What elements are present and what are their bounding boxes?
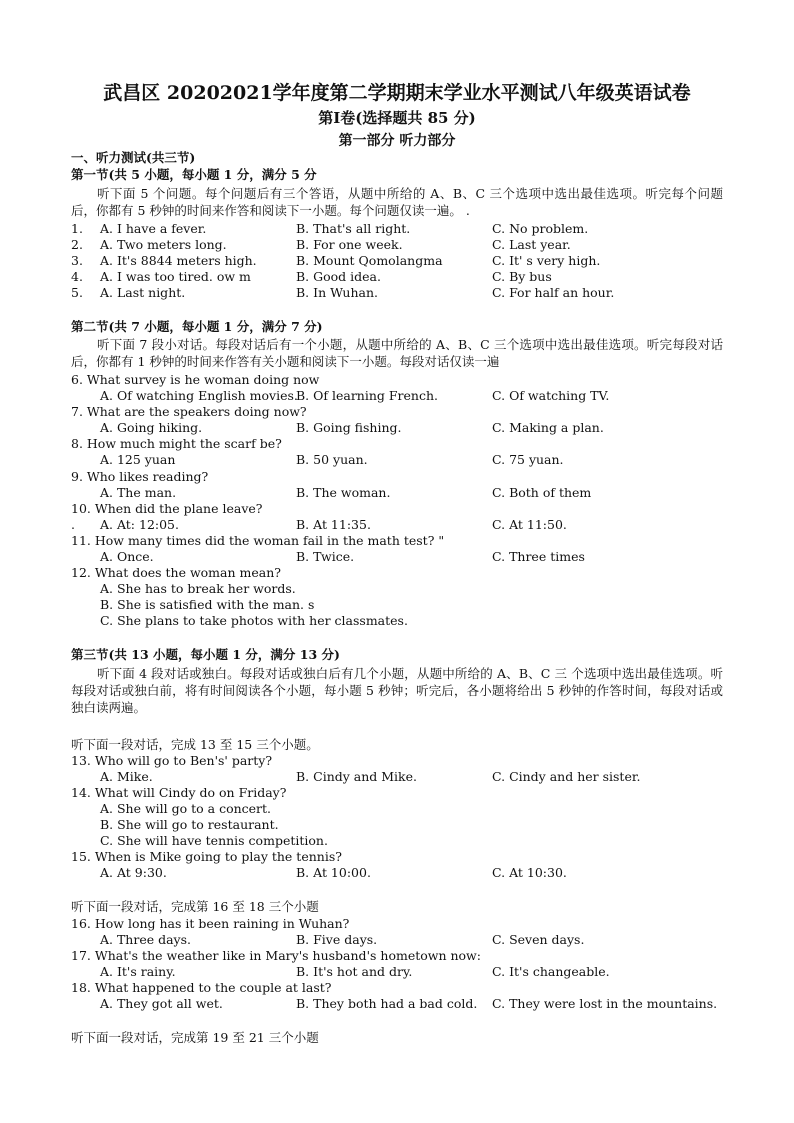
option-c: C. For half an hour. <box>492 285 615 300</box>
option-c: C. Three times <box>492 549 585 564</box>
question-stem: 12. What does the woman mean? <box>71 565 281 580</box>
subsection-3-instructions: 听下面 4 段对话或独白。每段对话或独白后有几个小题，从题中所给的 A、B、C 三 个选项中选出最佳选项。听每段对话或独白前，将有时间阅读各个小题，每小题 5 秒钟；听完后，各小题将给出 5 秒钟的作答时间，每段对话或独白读两遍。 <box>71 666 723 715</box>
option-a: A. Two meters long. <box>100 237 227 252</box>
question-number: 5. <box>71 285 83 300</box>
option-b: B. That's all right. <box>296 221 411 236</box>
option-b: B. She will go to restaurant. <box>100 817 279 832</box>
option-c: C. Last year. <box>492 237 571 252</box>
option-a: A. It's rainy. <box>100 964 176 979</box>
dialogue-group-heading: 听下面一段对话，完成第 19 至 21 三个小题 <box>71 1030 319 1045</box>
option-b: B. 50 yuan. <box>296 452 368 467</box>
question-stem: 8. How much might the scarf be? <box>71 436 282 451</box>
question-row <box>71 549 731 565</box>
question-row <box>71 769 731 785</box>
question-number: 1. <box>71 221 83 236</box>
option-a: A. At: 12:05. <box>100 517 179 532</box>
option-a: A. They got all wet. <box>100 996 223 1011</box>
question-row <box>71 964 731 980</box>
option-c: C. Seven days. <box>492 932 585 947</box>
question-stem: 7. What are the speakers doing now? <box>71 404 307 419</box>
option-b: B. Five days. <box>296 932 378 947</box>
question-number: 2. <box>71 237 83 252</box>
question-stem: 18. What happened to the couple at last? <box>71 980 332 995</box>
option-b: B. In Wuhan. <box>296 285 379 300</box>
option-b: B. They both had a bad cold. <box>296 996 478 1011</box>
section-heading: 一、听力测试(共三节) <box>71 150 196 165</box>
part-title: 第一部分 听力部分 <box>338 133 456 149</box>
option-b: B. Good idea. <box>296 269 381 284</box>
question-row <box>71 253 731 269</box>
option-a: A. Once. <box>100 549 154 564</box>
question-row <box>71 388 731 404</box>
question-stem: 10. When did the plane leave? <box>71 501 263 516</box>
option-a: A. Going hiking. <box>100 420 203 435</box>
option-a: A. I was too tired. ow m <box>100 269 251 284</box>
option-a: A. She has to break her words. <box>100 581 296 596</box>
question-row <box>71 221 731 237</box>
option-b: B. At 10:00. <box>296 865 371 880</box>
option-a: A. Last night. <box>100 285 186 300</box>
option-c: C. She will have tennis competition. <box>100 833 328 848</box>
stray-mark: . <box>71 517 75 532</box>
question-row <box>71 517 731 533</box>
question-row <box>71 485 731 501</box>
option-c: C. They were lost in the mountains. <box>492 996 718 1011</box>
option-a: A. Of watching English movies. <box>100 388 298 403</box>
question-row <box>71 420 731 436</box>
option-b: B. Twice. <box>296 549 355 564</box>
question-number: 3. <box>71 253 83 268</box>
option-c: C. Cindy and her sister. <box>492 769 641 784</box>
question-row <box>71 996 731 1012</box>
option-b: B. Mount Qomolangma <box>296 253 443 268</box>
option-b: B. She is satisfied with the man. s <box>100 597 315 612</box>
option-c: C. 75 yuan. <box>492 452 564 467</box>
question-stem: 9. Who likes reading? <box>71 469 209 484</box>
subsection-3-heading: 第三节(共 13 小题，每小题 1 分，满分 13 分) <box>71 647 340 662</box>
dialogue-group-heading: 听下面一段对话，完成 13 至 15 三个小题。 <box>71 737 319 752</box>
question-stem: 11. How many times did the woman fail in the math test? " <box>71 533 445 548</box>
option-c: C. No problem. <box>492 221 589 236</box>
option-c: C. By bus <box>492 269 552 284</box>
option-b: B. Of learning French. <box>296 388 438 403</box>
question-stem: 17. What's the weather like in Mary's husband's hometown now: <box>71 948 481 963</box>
exam-title: 武昌区 20202021学年度第二学期期末学业水平测试八年级英语试卷 <box>103 82 691 104</box>
question-row <box>71 285 731 301</box>
option-c: C. At 10:30. <box>492 865 567 880</box>
question-stem: 13. Who will go to Ben's' party? <box>71 753 273 768</box>
question-row <box>71 932 731 948</box>
option-c: C. It's changeable. <box>492 964 610 979</box>
subsection-1-instructions: 听下面 5 个问题。每个问题后有三个答语，从题中所给的 A、B、C 三个选项中选出最佳选项。听完每个问题后，你都有 5 秒钟的时间来作答和阅读下一小题。每个问题仅读一遍。 . <box>71 186 723 218</box>
volume-title: 第Ⅰ卷(选择题共 85 分) <box>318 109 476 127</box>
option-b: B. Going fishing. <box>296 420 402 435</box>
option-c: C. At 11:50. <box>492 517 567 532</box>
option-a: A. 125 yuan <box>100 452 176 467</box>
subsection-2-instructions: 听下面 7 段小对话。每段对话后有一个小题，从题中所给的 A、B、C 三个选项中选出最佳选项。听完每段对话后，你都有 1 秒钟的时间来作答有关小题和阅读下一小题。每段对话仅读一遍 <box>71 337 723 369</box>
option-a: A. It's 8844 meters high. <box>100 253 257 268</box>
question-row <box>71 237 731 253</box>
subsection-2-heading: 第二节(共 7 小题，每小题 1 分，满分 7 分) <box>71 319 323 334</box>
option-c: C. Making a plan. <box>492 420 604 435</box>
question-number: 4. <box>71 269 83 284</box>
option-a: A. At 9:30. <box>100 865 167 880</box>
question-stem: 6. What survey is he woman doing now <box>71 372 320 387</box>
option-c: C. She plans to take photos with her classmates. <box>100 613 408 628</box>
option-b: B. It's hot and dry. <box>296 964 413 979</box>
question-row <box>71 269 731 285</box>
question-stem: 14. What will Cindy do on Friday? <box>71 785 287 800</box>
dialogue-group-heading: 听下面一段对话，完成第 16 至 18 三个小题 <box>71 899 319 914</box>
option-c: C. It' s very high. <box>492 253 601 268</box>
option-a: A. Mike. <box>100 769 153 784</box>
question-row <box>71 452 731 468</box>
option-b: B. At 11:35. <box>296 517 371 532</box>
option-b: B. The woman. <box>296 485 391 500</box>
option-c: C. Of watching TV. <box>492 388 610 403</box>
option-a: A. Three days. <box>100 932 192 947</box>
option-a: A. She will go to a concert. <box>100 801 272 816</box>
option-a: A. I have a fever. <box>100 221 207 236</box>
question-row <box>71 865 731 881</box>
subsection-1-heading: 第一节(共 5 小题，每小题 1 分，满分 5 分 <box>71 167 317 182</box>
option-a: A. The man. <box>100 485 177 500</box>
option-b: B. Cindy and Mike. <box>296 769 418 784</box>
question-stem: 16. How long has it been raining in Wuhan? <box>71 916 350 931</box>
option-c: C. Both of them <box>492 485 592 500</box>
question-stem: 15. When is Mike going to play the tennis? <box>71 849 342 864</box>
option-b: B. For one week. <box>296 237 403 252</box>
